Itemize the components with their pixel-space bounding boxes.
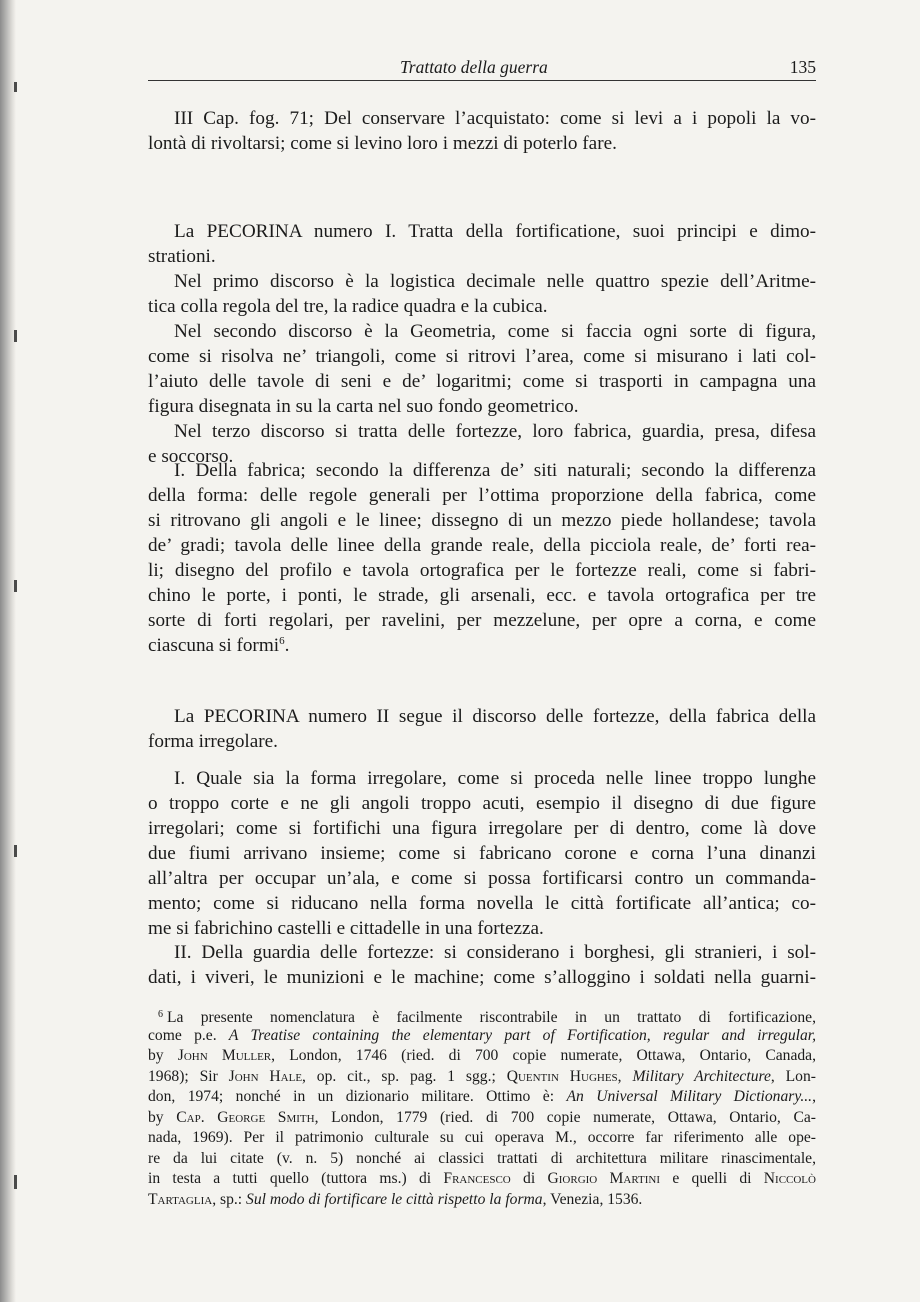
footnote-line: don, 1974; nonché in un dizionario militare. Ottimo è: An Universal Military Dictionary..., bbox=[148, 1088, 816, 1105]
edge-mark bbox=[14, 1175, 17, 1189]
author-name: John Muller bbox=[177, 1047, 272, 1064]
text-line: La PECORINA numero I. Tratta della fortificatione, suoi principi e dimo- bbox=[174, 221, 816, 242]
paragraph-fabrica bbox=[148, 458, 816, 658]
text-line: figura disegnata in su la carta nel suo fondo geometrico. bbox=[148, 396, 579, 417]
text-line: Nel primo discorso è la logistica decimale nelle quattro spezie dell’Aritme- bbox=[174, 271, 816, 292]
footnote-marker: 6 bbox=[158, 1009, 163, 1020]
footnote-line: in testa a tutti quello (tuttora ms.) di Francesco di Giorgio Martini e quelli di Niccolò bbox=[148, 1170, 816, 1187]
citation-title: An Universal Military Dictionary... bbox=[566, 1088, 813, 1105]
author-name: John Hale bbox=[228, 1067, 303, 1085]
text-line: I. Quale sia la forma irregolare, come si proceda nelle linee troppo lunghe bbox=[174, 768, 816, 789]
text-line: III Cap. fog. 71; Del conservare l’acquistato: come si levi a i popoli la vo- bbox=[174, 108, 816, 129]
edge-mark bbox=[14, 330, 17, 342]
footnote-line: Tartaglia, sp.: Sul modo di fortificare le città rispetto la forma, Venezia, 1536. bbox=[148, 1190, 643, 1208]
citation-title: A Treatise containing the elementary part of Fortification, regular and irregular, bbox=[228, 1026, 816, 1044]
text-line: sorte di forti regolari, per ravelini, per mezzelune, per opre a corna, e come bbox=[148, 610, 816, 631]
edge-mark bbox=[14, 82, 17, 92]
running-title: Trattato della guerra bbox=[400, 57, 548, 77]
paragraph-guardia bbox=[148, 940, 816, 990]
footnote-line: 6 La presente nomenclatura è facilmente riscontrabile in un trattato di fortificazione, bbox=[148, 1005, 816, 1026]
text-line: li; disegno del profilo e tavola ortografica per le fortezze reali, come si fabri- bbox=[148, 560, 816, 581]
text-line: La PECORINA numero II segue il discorso delle fortezze, della fabrica della bbox=[174, 706, 816, 727]
footnote-line: nada, 1969). Per il patrimonio culturale su cui operava M., occorre far riferimento alle ope- bbox=[148, 1129, 816, 1146]
paragraph-pecorina-two bbox=[148, 704, 816, 754]
citation-title: Sul modo di fortificare le città rispetto la forma bbox=[246, 1190, 543, 1208]
footnote-line: by John Muller, London, 1746 (ried. di 700 copie numerate, Ottawa, Ontario, Canada, bbox=[148, 1047, 816, 1064]
text-line: ciascuna si formi$^6$. bbox=[148, 635, 290, 656]
text-line: come si risolva ne’ triangoli, come si ritrovi l’area, come si misurano i lati col- bbox=[148, 346, 816, 367]
author-name: Giorgio Martini bbox=[547, 1170, 661, 1187]
text-line: della forma: delle regole generali per l’ottima proporzione della fabrica, come bbox=[148, 485, 816, 506]
author-name: Quentin Hughes bbox=[506, 1067, 618, 1085]
author-name: Niccolò bbox=[763, 1170, 816, 1187]
text-line: due fiumi arrivano insieme; come si fabricano corone e corna l’una dinanzi bbox=[148, 843, 816, 864]
text-line: si ritrovano gli angoli e le linee; dissegno di un mezzo piede hollandese; tavola bbox=[148, 510, 816, 531]
text-line: e soccorso. bbox=[148, 446, 234, 467]
paragraph-forma-irregolare bbox=[148, 766, 816, 941]
text-line: strationi. bbox=[148, 246, 216, 267]
text-line: Nel terzo discorso si tratta delle fortezze, loro fabrica, guardia, presa, difesa bbox=[174, 421, 816, 442]
edge-mark bbox=[14, 580, 17, 592]
footnote-line: come p.e. A Treatise containing the elementary part of Fortification, regular and irregular, bbox=[148, 1026, 816, 1044]
text-line: Nel secondo discorso è la Geometria, come si faccia ogni sorte di figura, bbox=[174, 321, 816, 342]
footnote-6 bbox=[148, 1005, 816, 1210]
author-name: Cap. George Smith bbox=[176, 1108, 315, 1126]
text-line: dati, i viveri, le munizioni e le machine; come s’alloggino i soldati nella guarni- bbox=[148, 967, 816, 988]
paragraph-pecorina-one bbox=[148, 219, 816, 469]
text-line: II. Della guardia delle fortezze: si considerano i borghesi, gli stranieri, i sol- bbox=[174, 942, 816, 963]
text-line: lontà di rivoltarsi; come si levino loro i mezzi di poterlo fare. bbox=[148, 133, 617, 154]
text-line: mento; come si riducano nella forma novella le città fortificate all’antica; co- bbox=[148, 893, 816, 914]
citation-title: Military Architecture bbox=[632, 1067, 771, 1085]
page-binding-edge bbox=[0, 0, 16, 1302]
paragraph-cap-iii bbox=[148, 106, 816, 156]
text-line: me si fabrichino castelli e cittadelle in una fortezza. bbox=[148, 918, 544, 939]
page-number: 135 bbox=[789, 57, 816, 77]
text-line: tica colla regola del tre, la radice quadra e la cubica. bbox=[148, 296, 548, 317]
text-line: de’ gradi; tavola delle linee della grande reale, della picciola reale, de’ forti rea- bbox=[148, 535, 816, 556]
footnote-reference[interactable]: 6 bbox=[279, 635, 285, 647]
footnote-line: re da lui citate (v. n. 5) nonché ai classici trattati di architettura militare rinascimentale, bbox=[148, 1149, 816, 1167]
footnote-line: 1968); Sir John Hale, op. cit., sp. pag. 1 sgg.; Quentin Hughes, Military Architecture, Lon- bbox=[148, 1067, 816, 1085]
text-fragment: ciascuna si formi bbox=[148, 635, 280, 656]
author-name: Francesco bbox=[443, 1170, 511, 1187]
edge-mark bbox=[14, 845, 17, 857]
text-line: o troppo corte e ne gli angoli troppo acuti, esempio il disegno di due figure bbox=[148, 793, 816, 814]
text-line: forma irregolare. bbox=[148, 731, 278, 752]
footnote-line: by Cap. George Smith, London, 1779 (ried. di 700 copie numerate, Ottawa, Ontario, Ca- bbox=[148, 1108, 816, 1126]
text-line: I. Della fabrica; secondo la differenza de’ siti naturali; secondo la differenza bbox=[174, 460, 816, 481]
author-name: Tartaglia bbox=[148, 1190, 213, 1208]
text-line: l’aiuto delle tavole di seni e de’ logaritmi; come si trasporti in campagna una bbox=[148, 371, 816, 392]
text-line: chino le porte, i ponti, le strade, gli arsenali, ecc. e tavola ortografica per tre bbox=[148, 585, 816, 606]
text-line: irregolari; come si fortifichi una figura irregolare per di dentro, come là dove bbox=[148, 818, 816, 839]
text-line: all’altra per occupar un’ala, e come si possa fortificarsi contro un commanda- bbox=[148, 868, 816, 889]
running-header bbox=[148, 56, 816, 81]
